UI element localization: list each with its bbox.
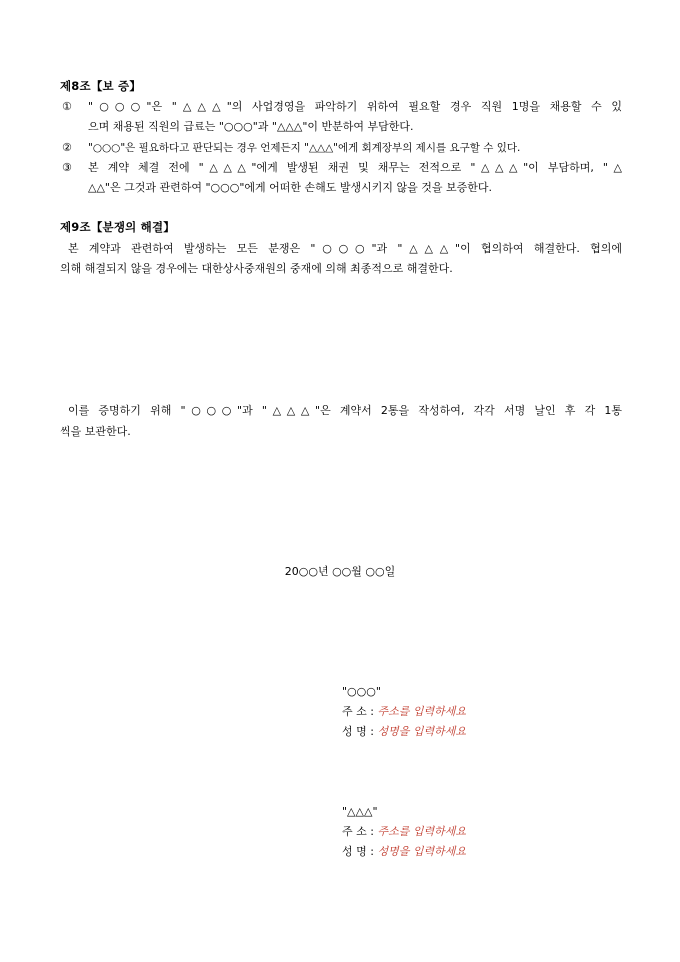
party2-address-row (342, 822, 466, 842)
article8-item3-line1-text: 본 계약 체결 전에 "△△△"에게 발생된 채권 및 채무는 전적으로 "△△△"이 부담하며, "△ (88, 161, 622, 174)
party1-address-label: 주 소 : (342, 705, 374, 718)
party1-name: "○○○" (342, 685, 381, 698)
article9-line1-text: 본 계약과 관련하여 발생하는 모든 분쟁은 "○○○"과 "△△△"이 협의하여 해결한다. 협의에 (68, 242, 622, 255)
article8-item3-line2: △△"은 그것과 관련하여 "○○○"에게 어떠한 손해도 발생시키지 않을 것을 보증한다. (88, 181, 493, 194)
article9-line1 (68, 239, 622, 259)
party1-address-field[interactable]: 주소를 입력하세요 (377, 705, 466, 718)
article8-item3-line1 (88, 158, 622, 178)
party2-address-label: 주 소 : (342, 825, 374, 838)
closing-line2: 씩을 보관한다. (60, 425, 131, 438)
article8-item2-line1: "○○○"은 필요하다고 판단되는 경우 언제든지 "△△△"에게 회계장부의 제시를 요구할 수 있다. (88, 142, 521, 154)
article9-line2: 의해 해결되지 않을 경우에는 대한상사중재원의 중재에 의해 최종적으로 해결한다. (60, 262, 453, 275)
article8-item3-marker: ③ (62, 161, 72, 174)
article8-item2-marker: ② (62, 141, 72, 154)
article9-heading: 제9조【분쟁의 해결】 (60, 220, 175, 234)
article8-item1-line1 (88, 97, 622, 117)
closing-line1 (68, 401, 622, 421)
party2-name: "△△△" (342, 805, 378, 818)
party2-signer-field[interactable]: 성명을 입력하세요 (377, 845, 466, 858)
article8-item1-line1-text: "○○○"은 "△△△"의 사업경영을 파악하기 위하여 필요할 경우 직원 1명을 채용할 수 있 (88, 100, 622, 113)
party2-signer-label: 성 명 : (342, 845, 374, 858)
party1-signer-label: 성 명 : (342, 725, 374, 738)
article8-item1-line2: 으며 채용된 직원의 급료는 "○○○"과 "△△△"이 반분하여 부담한다. (88, 120, 414, 133)
article8-item1-marker: ① (62, 100, 72, 113)
party2-address-field[interactable]: 주소를 입력하세요 (377, 825, 466, 838)
contract-date: 20○○년 ○○월 ○○일 (284, 565, 396, 578)
party1-signer-row (342, 722, 466, 742)
party1-address-row (342, 702, 466, 722)
closing-line1-text: 이를 증명하기 위해 "○○○"과 "△△△"은 계약서 2통을 작성하여, 각각 서명 날인 후 각 1통 (68, 404, 622, 417)
party1-signer-field[interactable]: 성명을 입력하세요 (377, 725, 466, 738)
party2-signer-row (342, 842, 466, 862)
article8-heading: 제8조【보 증】 (60, 79, 142, 93)
